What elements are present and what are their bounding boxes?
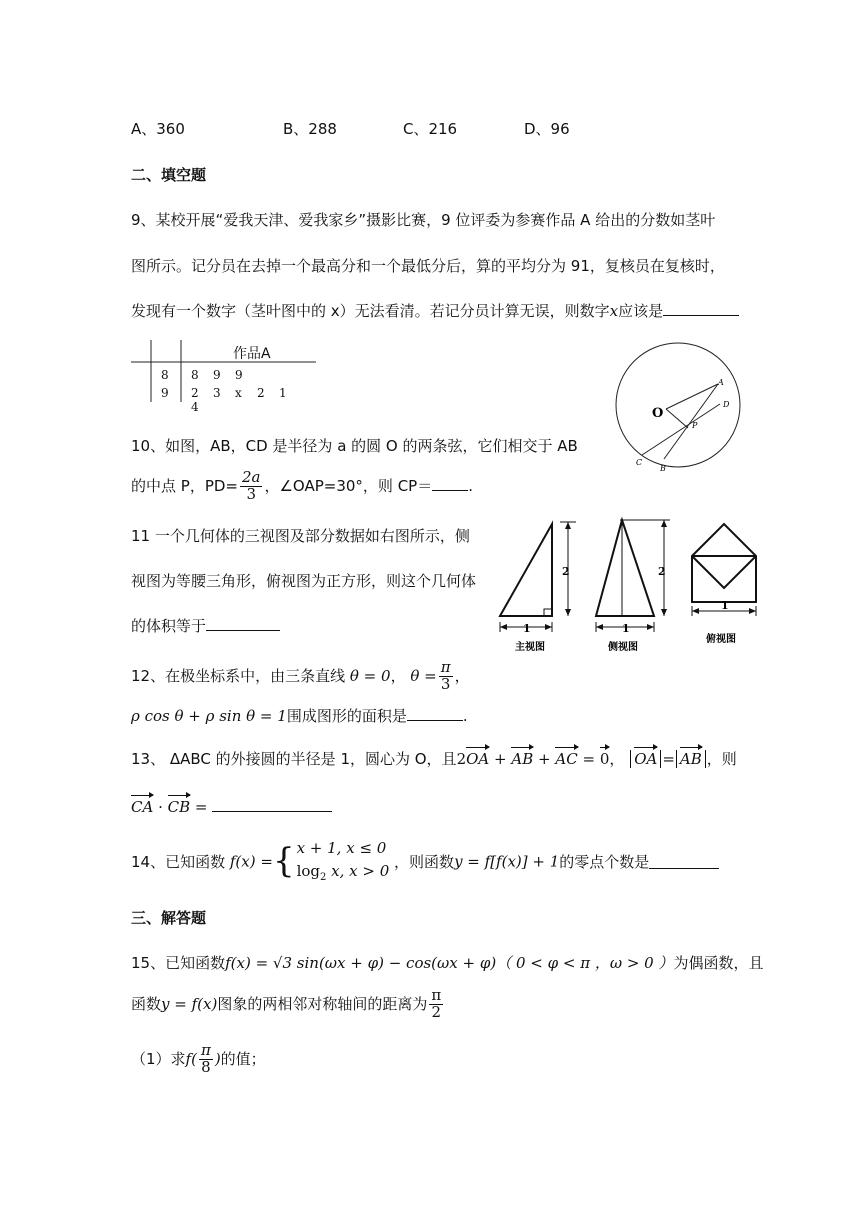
stem-9: 9 bbox=[161, 386, 169, 400]
q12-fraction: $\frac{\pi}{3}$ bbox=[440, 658, 451, 693]
q13-answer-blank bbox=[212, 797, 332, 812]
q12-line1: 12、在极坐标系中，由三条直线 θ = 0， θ = $\frac{\pi}{3}$ ， bbox=[131, 658, 470, 693]
q9-line1: 9、某校开展“爱我天津、爱我家乡”摄影比赛，9 位评委为参赛作品 A 给出的分数如茎叶 bbox=[131, 211, 716, 229]
front-view-label: 主视图 bbox=[515, 642, 545, 653]
q10-fraction: $\frac{2a}{3}$ bbox=[241, 468, 261, 503]
circle-figure bbox=[606, 335, 756, 475]
front-height-label: 2 bbox=[562, 565, 570, 578]
front-width-label: 1 bbox=[523, 622, 531, 635]
q13-line1: 13、 ΔABC 的外接圆的半径是 1，圆心为 O，且2OA + AB + AC = 0， OA = AB ，则 bbox=[131, 750, 737, 768]
side-width-label: 1 bbox=[622, 622, 630, 635]
top-view-label: 俯视图 bbox=[706, 634, 736, 645]
q15-line1: 15、已知函数f(x) = √3 sin(ωx + φ) − cos(ωx + φ)（ 0 < φ < π ，ω > 0 ）为偶函数，且 bbox=[131, 954, 764, 972]
q15-fraction: $\frac{\pi}{2}$ bbox=[431, 986, 442, 1021]
q9-line3: 发现有一个数字（茎叶图中的 x）无法看清。若记分员计算无误，则数字x应该是 bbox=[131, 300, 739, 321]
label-o: O bbox=[652, 406, 664, 421]
three-views-figure bbox=[492, 516, 772, 656]
q11-line2: 视图为等腰三角形，俯视图为正方形，则这个几何体 bbox=[131, 572, 477, 590]
label-c: C bbox=[636, 458, 643, 467]
leaves-row-8: 8 9 9 bbox=[191, 368, 243, 382]
q14-answer-blank bbox=[649, 854, 719, 869]
section-heading-solutions: 三、解答题 bbox=[131, 909, 207, 927]
choice-a: A、360 bbox=[131, 120, 185, 138]
label-a: A bbox=[718, 378, 724, 387]
choice-c: C、216 bbox=[403, 120, 458, 138]
q11-line1: 11 一个几何体的三视图及部分数据如右图所示，侧 bbox=[131, 527, 470, 545]
q9-line2: 图所示。记分员在去掉一个最高分和一个最低分后，算的平均分为 91，复核员在复核时， bbox=[131, 257, 725, 275]
section-heading-fill-blank: 二、填空题 bbox=[131, 166, 207, 184]
q11-line3: 的体积等于 bbox=[131, 615, 280, 636]
q11-answer-blank bbox=[206, 616, 280, 631]
q9-answer-blank bbox=[663, 301, 739, 316]
q10-answer-blank bbox=[432, 476, 468, 491]
q10-line1: 10、如图，AB，CD 是半径为 a 的圆 O 的两条弦，它们相交于 AB bbox=[131, 437, 578, 455]
stem-8: 8 bbox=[161, 368, 169, 382]
q14-piecewise: x + 1, x ≤ 0 $\log_2 x$, x > 0 bbox=[296, 839, 390, 884]
q15-sub1-fraction: $\frac{\pi}{8}$ bbox=[200, 1041, 211, 1076]
q12-answer-blank bbox=[407, 706, 463, 721]
choice-b: B、288 bbox=[283, 120, 337, 138]
stem-leaf-title: 作品A bbox=[233, 346, 271, 362]
q15-sub1: （1）求f( $\frac{\pi}{8}$ )的值； bbox=[131, 1041, 266, 1076]
leaves-row-9: 2 3 x 2 14 bbox=[191, 386, 287, 414]
top-width-label: 1 bbox=[721, 599, 729, 612]
q14-line: 14、已知函数 f(x) ={ x + 1, x ≤ 0 $\log_2 x$, x > 0 ，则函数y = f[f(x)] + 1的零点个数是 bbox=[131, 837, 719, 886]
label-p: P bbox=[692, 421, 698, 430]
label-b: B bbox=[660, 464, 666, 473]
label-d: D bbox=[723, 400, 730, 409]
side-view-label: 侧视图 bbox=[608, 642, 638, 653]
side-height-label: 2 bbox=[658, 565, 666, 578]
q15-line2: 函数y = f(x)图象的两相邻对称轴间的距离为 $\frac{\pi}{2}$ bbox=[131, 986, 442, 1021]
q10-line2: 的中点 P，PD= $\frac{2a}{3}$ ，∠OAP=30°，则 CP＝ . bbox=[131, 468, 474, 503]
stem-leaf-table bbox=[131, 340, 321, 414]
q12-line2: ρ cos θ + ρ sin θ = 1围成图形的面积是 . bbox=[131, 707, 468, 725]
choice-d: D、96 bbox=[524, 120, 570, 138]
q13-line2: CA · CB = bbox=[131, 797, 332, 816]
